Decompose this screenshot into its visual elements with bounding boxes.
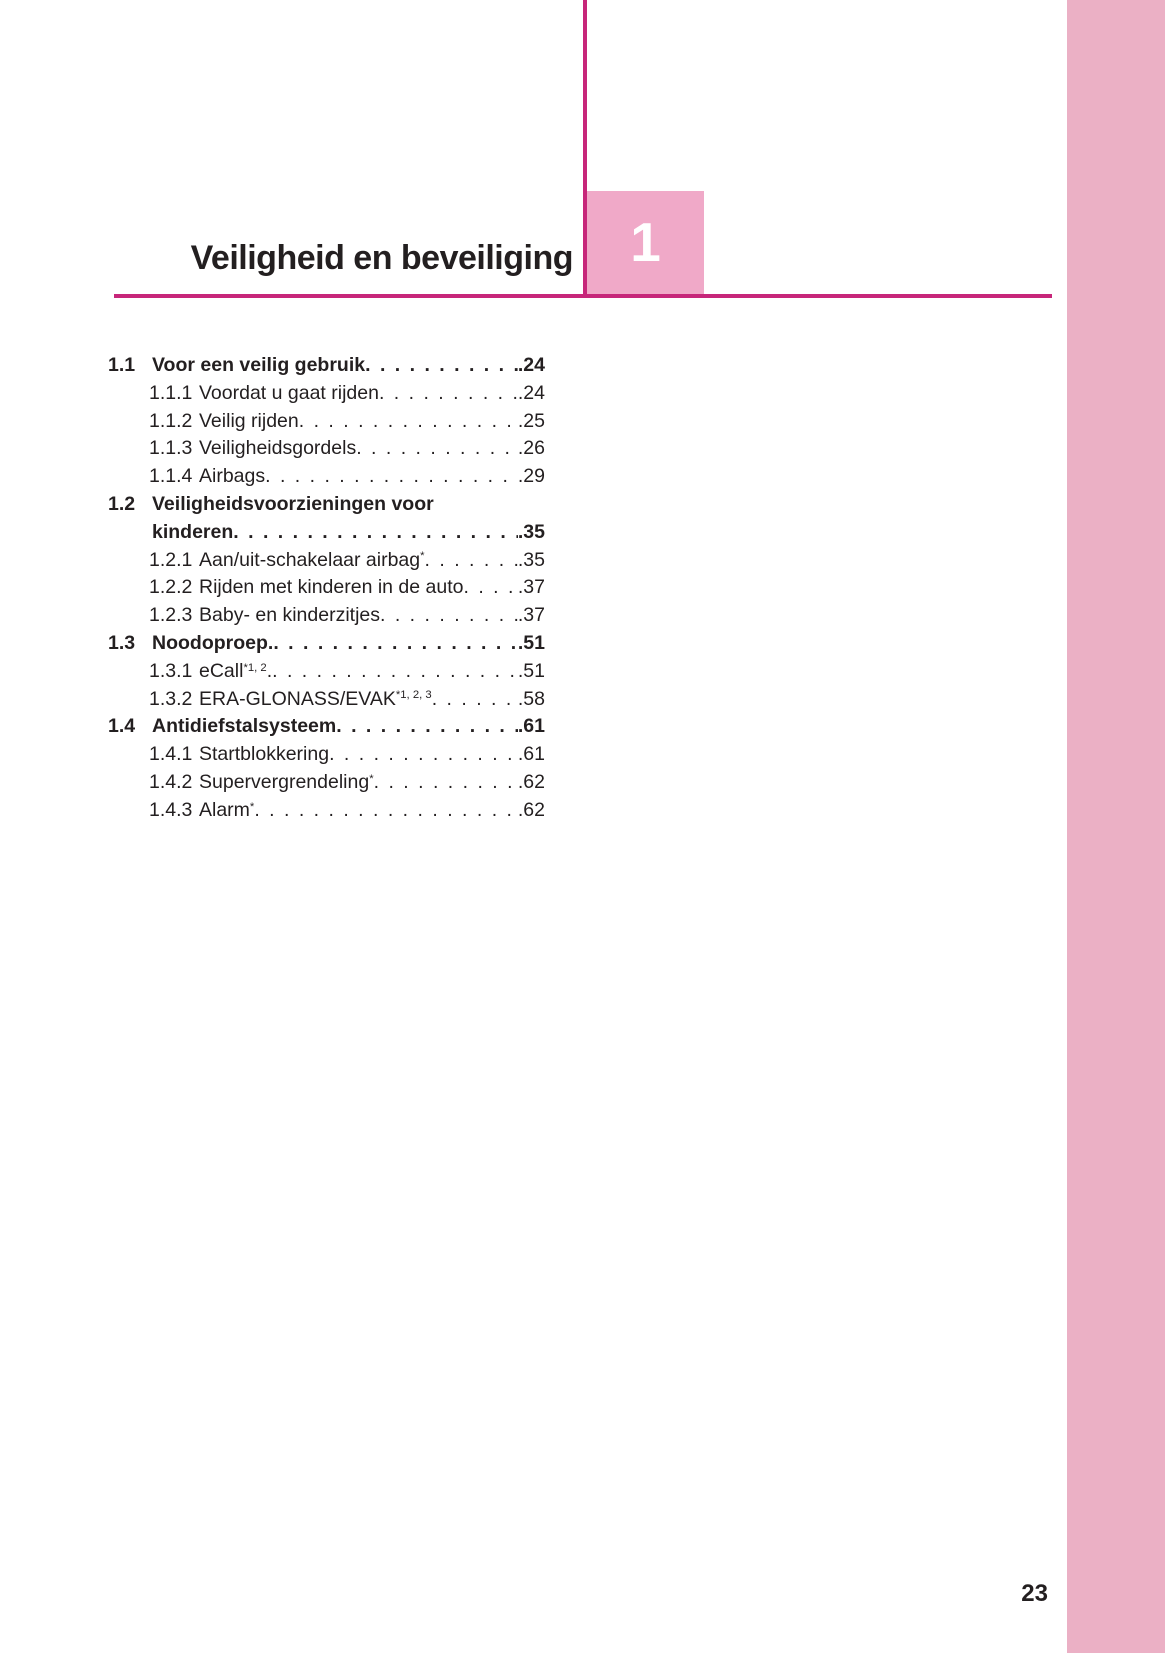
toc-entry-label: Noodoproep. bbox=[152, 631, 274, 654]
toc-entry-1.1 bbox=[108, 352, 545, 380]
toc-entry-1.2.1 bbox=[108, 547, 545, 575]
dot-leader bbox=[329, 741, 518, 769]
dot-leader bbox=[365, 352, 518, 380]
toc-entry-1.3.1 bbox=[108, 658, 545, 686]
toc-entry-1.3.2 bbox=[108, 686, 545, 714]
toc-entry-1.4 bbox=[108, 713, 545, 741]
toc-entry-1.2.2 bbox=[108, 574, 545, 602]
toc-entry-label: Startblokkering bbox=[199, 743, 330, 766]
toc-entry-number: 1.4.2 bbox=[149, 770, 193, 793]
toc-entry-superscript: *1, 2 bbox=[243, 661, 267, 674]
table-of-contents bbox=[108, 352, 545, 825]
toc-entry-label: Antidiefstalsysteem bbox=[152, 715, 337, 738]
dot-leader bbox=[299, 408, 518, 436]
dot-leader bbox=[356, 435, 518, 463]
toc-entry-page: .51 bbox=[517, 659, 545, 682]
dot-leader bbox=[254, 797, 518, 825]
toc-entry-page: .35 bbox=[517, 548, 545, 571]
toc-entry-label: Veiligheidsvoorzieningen voor bbox=[152, 492, 434, 515]
toc-entry-label: Supervergrendeling* bbox=[199, 770, 374, 793]
toc-entry-page: .37 bbox=[517, 604, 545, 627]
toc-entry-number: 1.1 bbox=[108, 354, 136, 376]
dot-leader bbox=[425, 547, 518, 575]
toc-entry-label: eCall$^{*1, 2}$. bbox=[199, 659, 273, 682]
toc-entry-page: .58 bbox=[517, 687, 545, 710]
toc-entry-superscript: * bbox=[249, 800, 255, 813]
dot-leader bbox=[380, 602, 518, 630]
toc-entry-label: Aan/uit-schakelaar airbag* bbox=[199, 548, 425, 571]
dot-leader bbox=[379, 380, 518, 408]
toc-entry-number: 1.3.1 bbox=[149, 659, 193, 682]
dot-leader bbox=[272, 658, 518, 686]
dot-leader bbox=[336, 713, 518, 741]
toc-entry-1.1.2 bbox=[108, 408, 545, 436]
header-rule bbox=[114, 294, 1052, 298]
toc-entry-number: 1.4.3 bbox=[149, 798, 193, 821]
toc-entry-superscript: * bbox=[420, 550, 425, 563]
dot-leader bbox=[464, 574, 518, 602]
dot-leader bbox=[265, 463, 518, 491]
toc-entry-page: .51 bbox=[517, 631, 545, 654]
dot-leader bbox=[233, 519, 518, 547]
toc-entry-number: 1.2 bbox=[108, 492, 136, 515]
toc-entry-page: .25 bbox=[517, 409, 545, 432]
toc-entry-number: 1.4.1 bbox=[149, 743, 193, 766]
chapter-title: Veiligheid en beveiliging bbox=[190, 239, 573, 277]
chapter-number-box bbox=[587, 191, 704, 294]
toc-entry-page: .24 bbox=[517, 381, 545, 404]
toc-entry-number: 1.3.2 bbox=[149, 687, 193, 710]
toc-entry-page: .37 bbox=[517, 576, 545, 599]
toc-entry-page: .26 bbox=[517, 437, 545, 460]
toc-entry-label: Airbags bbox=[199, 465, 266, 488]
toc-entry-label: ERA-GLONASS/EVAK$^{*1, 2, 3}$ bbox=[199, 687, 432, 710]
toc-entry-number: 1.3 bbox=[108, 631, 136, 654]
toc-entry-number: 1.4 bbox=[108, 715, 136, 738]
toc-entry-number: 1.2.2 bbox=[149, 576, 193, 599]
toc-entry-number: 1.2.1 bbox=[149, 548, 193, 571]
dot-leader bbox=[432, 686, 518, 714]
toc-entry-1.1.3 bbox=[108, 435, 545, 463]
dot-leader bbox=[374, 769, 518, 797]
toc-entry-1.2 bbox=[108, 491, 545, 519]
toc-entry-superscript: *1, 2, 3 bbox=[395, 689, 432, 702]
page-number: 23 bbox=[1021, 1580, 1048, 1607]
toc-entry-page: .35 bbox=[517, 520, 545, 543]
toc-entry-label: Veiligheidsgordels bbox=[199, 437, 357, 460]
chapter-tab-sidebar bbox=[1067, 0, 1165, 1653]
toc-entry-label: Rijden met kinderen in de auto bbox=[199, 576, 464, 599]
toc-entry-1.4.1 bbox=[108, 741, 545, 769]
toc-entry-page: .62 bbox=[517, 798, 545, 821]
toc-entry-number: 1.1.3 bbox=[149, 437, 193, 460]
toc-entry-number: 1.1.1 bbox=[149, 381, 193, 404]
toc-entry-label: Alarm* bbox=[199, 798, 255, 821]
toc-entry-label: Veilig rijden bbox=[199, 409, 299, 432]
toc-entry-label: Voordat u gaat rijden bbox=[199, 381, 379, 404]
toc-entry-page: .61 bbox=[517, 715, 545, 738]
toc-entry-label: Baby- en kinderzitjes bbox=[199, 604, 381, 627]
dot-leader bbox=[273, 630, 518, 658]
toc-entry-page: .29 bbox=[517, 465, 545, 488]
toc-entry-page: .61 bbox=[517, 743, 545, 766]
toc-entry-1.1.1 bbox=[108, 380, 545, 408]
toc-entry-number: 1.1.2 bbox=[149, 409, 193, 432]
chapter-number: 1 bbox=[630, 211, 661, 273]
toc-entry-1.2-continued bbox=[108, 519, 545, 547]
toc-entry-page: .62 bbox=[517, 770, 545, 793]
toc-entry-label: kinderen bbox=[152, 520, 234, 543]
toc-entry-page: .24 bbox=[517, 354, 545, 376]
toc-entry-1.1.4 bbox=[108, 463, 545, 491]
toc-entry-superscript: * bbox=[369, 772, 374, 785]
toc-entry-1.4.2 bbox=[108, 769, 545, 797]
toc-entry-label: Voor een veilig gebruik bbox=[152, 354, 366, 376]
toc-entry-1.2.3 bbox=[108, 602, 545, 630]
toc-entry-number: 1.1.4 bbox=[149, 465, 193, 488]
toc-entry-1.4.3 bbox=[108, 797, 545, 825]
toc-entry-1.3 bbox=[108, 630, 545, 658]
toc-entry-number: 1.2.3 bbox=[149, 604, 193, 627]
